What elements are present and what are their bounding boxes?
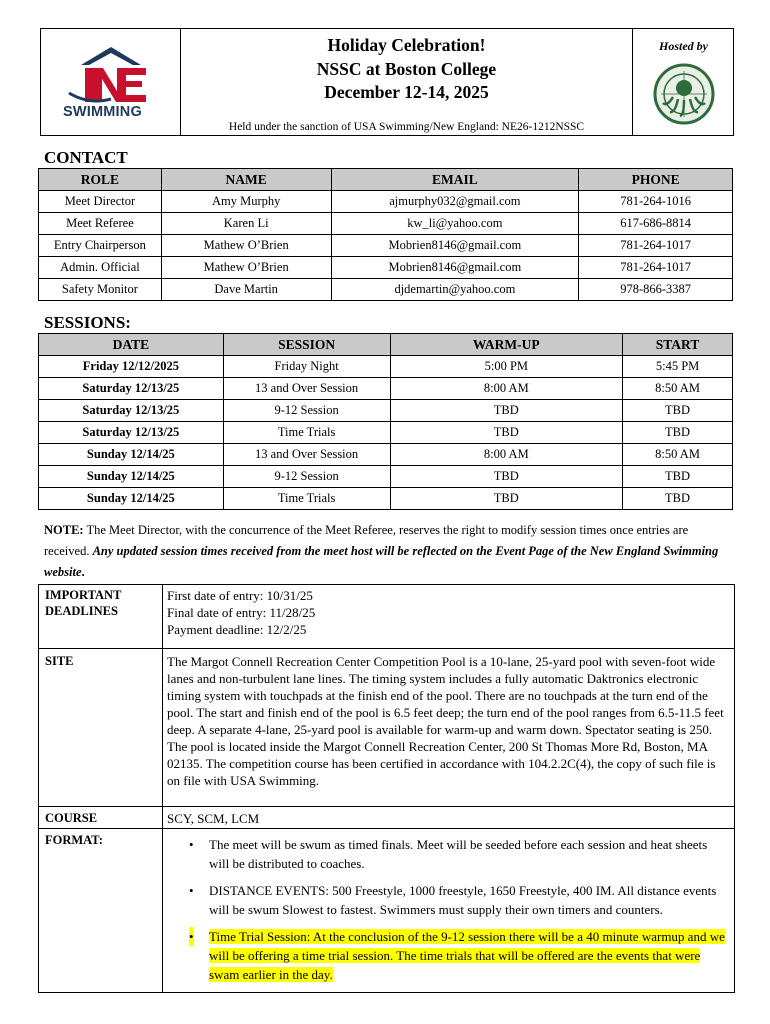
first-entry-date: First date of entry: 10/31/25 [167, 588, 313, 603]
contact-email: kw_li@yahoo.com [331, 213, 579, 235]
contact-table [38, 168, 733, 301]
course-value: SCY, SCM, LCM [167, 811, 260, 826]
table-row [39, 400, 733, 422]
session-warmup: TBD [390, 466, 623, 488]
contact-role: Meet Director [39, 191, 162, 213]
list-item [167, 835, 730, 873]
format-value [163, 829, 734, 992]
deadlines-label-line: IMPORTANT [45, 588, 122, 602]
table-row [39, 422, 733, 444]
contact-name: Dave Martin [161, 279, 331, 301]
format-label: FORMAT: [39, 829, 163, 992]
deadlines-row [39, 585, 734, 648]
table-row [39, 356, 733, 378]
site-label: SITE [39, 649, 163, 806]
ne-logo-icon [59, 43, 163, 107]
site-row [39, 648, 734, 806]
bullet-icon: • [189, 837, 194, 852]
session-warmup: TBD [390, 488, 623, 510]
contact-phone: 781-264-1017 [579, 257, 733, 279]
hosted-by-label: Hosted by [659, 39, 708, 53]
meet-title-block [181, 29, 633, 135]
session-name: 13 and Over Session [223, 378, 390, 400]
deadlines-label [39, 585, 163, 648]
session-date: Saturday 12/13/25 [39, 422, 224, 444]
format-row [39, 828, 734, 992]
column-header: ROLE [39, 169, 162, 191]
session-date: Sunday 12/14/25 [39, 488, 224, 510]
bullet-icon: • [189, 929, 194, 944]
format-item-text: DISTANCE EVENTS: 500 Freestyle, 1000 freestyle, 1650 Freestyle, 400 IM. All distance events will be swum Slowest to fastest. Swimmers must supply their own timers and counters. [209, 883, 717, 917]
session-start: TBD [623, 422, 733, 444]
table-row [39, 213, 733, 235]
table-row [39, 257, 733, 279]
format-list [167, 835, 730, 984]
table-row [39, 488, 733, 510]
final-entry-date: Final date of entry: 11/28/25 [167, 605, 316, 620]
session-warmup: 8:00 AM [390, 378, 623, 400]
session-start: 8:50 AM [623, 444, 733, 466]
contact-email: Mobrien8146@gmail.com [331, 235, 579, 257]
meet-venue: NSSC at Boston College [316, 58, 497, 79]
note-label: NOTE: [44, 523, 84, 537]
host-block [633, 29, 734, 135]
contact-email: ajmurphy032@gmail.com [331, 191, 579, 213]
session-date: Sunday 12/14/25 [39, 444, 224, 466]
contact-heading: CONTACT [44, 148, 128, 167]
contact-role: Meet Referee [39, 213, 162, 235]
session-start: TBD [623, 400, 733, 422]
column-header: START [623, 334, 733, 356]
contact-role: Safety Monitor [39, 279, 162, 301]
bullet-icon: • [189, 883, 194, 898]
logo-text: SWIMMING [63, 104, 142, 120]
session-date: Sunday 12/14/25 [39, 466, 224, 488]
contact-phone: 781-264-1017 [579, 235, 733, 257]
session-start: TBD [623, 488, 733, 510]
format-item-text: The meet will be swum as timed finals. Meet will be seeded before each session and heat sheets will be distributed to coaches. [209, 837, 708, 871]
table-header-row [39, 169, 733, 191]
payment-deadline: Payment deadline: 12/2/25 [167, 622, 307, 637]
column-header: EMAIL [331, 169, 579, 191]
session-name: 9-12 Session [223, 400, 390, 422]
ne-swimming-logo [41, 29, 181, 135]
contact-role: Admin. Official [39, 257, 162, 279]
column-header: NAME [161, 169, 331, 191]
session-start: TBD [623, 466, 733, 488]
contact-name: Karen Li [161, 213, 331, 235]
session-date: Friday 12/12/2025 [39, 356, 224, 378]
session-name: Time Trials [223, 488, 390, 510]
session-date: Saturday 12/13/25 [39, 378, 224, 400]
session-warmup: TBD [390, 400, 623, 422]
session-start: 8:50 AM [623, 378, 733, 400]
session-start: 5:45 PM [623, 356, 733, 378]
sessions-table [38, 333, 733, 510]
course-row [39, 806, 734, 828]
column-header: SESSION [223, 334, 390, 356]
table-row [39, 466, 733, 488]
note-text: The Meet Director, with the concurrence of the Meet Referee, reserves the right to modify session times once entries are received. [44, 523, 689, 558]
note-end: . [81, 565, 85, 579]
list-item [167, 881, 730, 919]
table-row [39, 378, 733, 400]
sessions-heading: SESSIONS: [44, 313, 131, 332]
site-description: The Margot Connell Recreation Center Competition Pool is a 10-lane, 25-yard pool with seven-foot wide lanes and non-turbulent lane lines. The timing system includes a fully automatic Daktronics electronic timing system with touchpads at the finish end of the pool. There are no touchpads at the turn end of the pool. The start and finish end of the pool is 6.5 feet deep; the turn end of the pool ranges from 6.5-11.5 feet deep. A separate 4-lane, 25-yard pool is available for warm-up and warm down. Spectator seating is 250. The pool is located inside the Margot Connell Recreation Center, 200 St Thomas More Rd, Boston, MA 02135. The competition course has been certified in accordance with 104.2.2C(4), the copy of such file is on file with USA Swimming. [167, 654, 724, 788]
contact-phone: 617-686-8814 [579, 213, 733, 235]
session-name: 13 and Over Session [223, 444, 390, 466]
deadlines-label-line: DEADLINES [45, 604, 118, 618]
column-header: WARM-UP [390, 334, 623, 356]
session-note [44, 520, 734, 583]
host-club-seal-icon [653, 63, 715, 125]
meet-info-table [38, 584, 735, 993]
list-item [167, 927, 730, 984]
session-warmup: TBD [390, 422, 623, 444]
session-warmup: 5:00 PM [390, 356, 623, 378]
contact-role: Entry Chairperson [39, 235, 162, 257]
deadlines-value [163, 585, 734, 648]
contact-name: Mathew O’Brien [161, 257, 331, 279]
contact-email: djdemartin@yahoo.com [331, 279, 579, 301]
table-header-row [39, 334, 733, 356]
session-date: Saturday 12/13/25 [39, 400, 224, 422]
meet-header [40, 28, 734, 136]
course-label: COURSE [39, 807, 163, 828]
format-item-text-highlighted: Time Trial Session: At the conclusion of the 9-12 session there will be a 40 minute warmup and we will be offering a time trial session. The time trials that will be offered are the events that were swam earlier in the day. [209, 929, 725, 982]
column-header: PHONE [579, 169, 733, 191]
contact-name: Amy Murphy [161, 191, 331, 213]
sanction-line: Held under the sanction of USA Swimming/New England: NE26-1212NSSC [228, 121, 585, 133]
session-name: Time Trials [223, 422, 390, 444]
table-row [39, 191, 733, 213]
meet-name: Holiday Celebration! [327, 35, 486, 55]
session-name: 9-12 Session [223, 466, 390, 488]
contact-phone: 781-264-1016 [579, 191, 733, 213]
column-header: DATE [39, 334, 224, 356]
contact-email: Mobrien8146@gmail.com [331, 257, 579, 279]
meet-dates: December 12-14, 2025 [324, 82, 489, 102]
contact-phone: 978-866-3387 [579, 279, 733, 301]
table-row [39, 235, 733, 257]
session-warmup: 8:00 AM [390, 444, 623, 466]
table-row [39, 279, 733, 301]
table-row [39, 444, 733, 466]
contact-name: Mathew O’Brien [161, 235, 331, 257]
session-name: Friday Night [223, 356, 390, 378]
note-emphasis: Any updated session times received from the meet host will be reflected on the Event Page of the New England Swimming website [44, 544, 719, 579]
